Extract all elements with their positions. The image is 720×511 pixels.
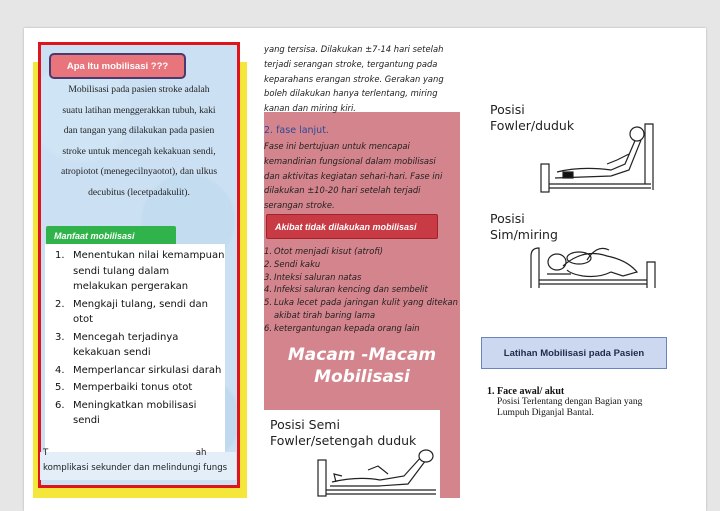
- label-manfaat-mobilisasi: Manfaat mobilisasi: [46, 226, 176, 245]
- text-line: kanan dan miring kiri.: [264, 103, 356, 114]
- list-item: 2. Sendi kaku: [264, 258, 321, 269]
- label-line: Posisi: [490, 102, 525, 117]
- posisi-sim-label: [490, 211, 558, 242]
- list-item: 5. Luka lecet pada jaringan kulit yang ditekan akibat tirah baring lama: [264, 297, 458, 320]
- list-item: 4. Memperlancar sirkulasi darah: [55, 364, 222, 376]
- macam-mobilisasi-heading: [264, 344, 460, 388]
- manfaat-list: [55, 248, 225, 431]
- list-item: 1. Otot menjadi kisut (atrofi): [264, 246, 384, 256]
- text-line: serangan stroke.: [264, 200, 335, 211]
- patient-sim-icon: [527, 236, 661, 290]
- intro-line: Mobilisasi pada pasien stroke adalah: [68, 84, 210, 95]
- fase-awal-continuation: [264, 42, 457, 116]
- text-line: keparahans erangan stroke. Gerakan yang: [264, 73, 444, 84]
- text-line: dan aktivitas kegiatan sehari-hari. Fase ini: [264, 170, 443, 181]
- face-awal-description: Posisi Terlentang dengan Bagian yang Lumpuh Diganjal Bantal.: [497, 397, 643, 418]
- label-line: Posisi Semi: [270, 417, 340, 432]
- fase-lanjut-heading: 2. fase lanjut.: [264, 125, 329, 136]
- text-line: dilakukan ±10-20 hari setelah terjadi: [264, 185, 421, 196]
- heading-line: Macam -Macam: [287, 345, 437, 365]
- label-line: Sim/miring: [490, 227, 558, 242]
- label-line: Posisi: [490, 211, 525, 226]
- label-akibat-tidak-mobilisasi: Akibat tidak dilakukan mobilisasi: [266, 214, 438, 239]
- label-apa-itu-mobilisasi: Apa Itu mobilisasi ???: [49, 53, 186, 79]
- list-item: 6. ketergantungan kepada orang lain: [264, 322, 420, 333]
- text-line: kemandirian fungsional dalam mobilisasi: [264, 155, 436, 166]
- intro-line: stroke untuk mencegah kekakuan sendi,: [62, 145, 216, 157]
- list-item: 3. Mencegah terjadinya kekakuan sendi: [55, 331, 179, 358]
- fase-lanjut-paragraph: [264, 139, 457, 213]
- latihan-mobilisasi-title: Latihan Mobilisasi pada Pasien: [481, 337, 667, 369]
- face-awal-heading: 1. Face awal/ akut: [487, 386, 565, 397]
- list-item: 2. Mengkaji tulang, sendi dan otot: [55, 298, 208, 325]
- posisi-semi-fowler-label: [270, 417, 416, 449]
- text-line: boleh dilakukan hanya terlentang, miring: [264, 88, 438, 99]
- list-item: 1. Menentukan nilai kemampuan sendi tulang dalam melakukan pergerakan: [55, 250, 225, 292]
- heading-line: Mobilisasi: [314, 367, 410, 387]
- bottom-line: T ah: [43, 448, 207, 458]
- list-item: 4. Infeksi saluran kencing dan sembelit: [264, 284, 428, 295]
- bottom-text: [43, 445, 235, 476]
- bottom-line: komplikasi sekunder dan melindungi fungs: [43, 463, 228, 473]
- text-line: yang tersisa. Dilakukan ±7-14 hari setelah: [264, 44, 444, 54]
- label-line: Fowler/setengah duduk: [270, 433, 417, 448]
- patient-semi-fowler-icon: [318, 446, 440, 498]
- intro-line: atropiotot (menegecilnyaotot), dan ulkus: [60, 166, 218, 177]
- list-item: 5. Memperbaiki tonus otot: [55, 382, 193, 393]
- list-item: 3. Inteksi saluran natas: [264, 271, 362, 282]
- intro-line: suatu latihan menggerakkan tubuh, kaki: [62, 104, 216, 116]
- list-item: 6. Meningkatkan mobilisasi sendi: [55, 399, 197, 426]
- text-line: Fase ini bertujuan untuk mencapai: [264, 141, 410, 151]
- akibat-list: [264, 245, 458, 335]
- intro-line: decubitus (lecetpadakulit).: [88, 186, 190, 198]
- patient-fowler-icon: [541, 120, 669, 194]
- label-line: Fowler/duduk: [490, 118, 575, 133]
- intro-line: dan tangan yang dilakukan pada pasien: [63, 125, 215, 136]
- intro-paragraph: [44, 80, 234, 203]
- text-line: terjadi serangan stroke, tergantung pada: [264, 58, 438, 69]
